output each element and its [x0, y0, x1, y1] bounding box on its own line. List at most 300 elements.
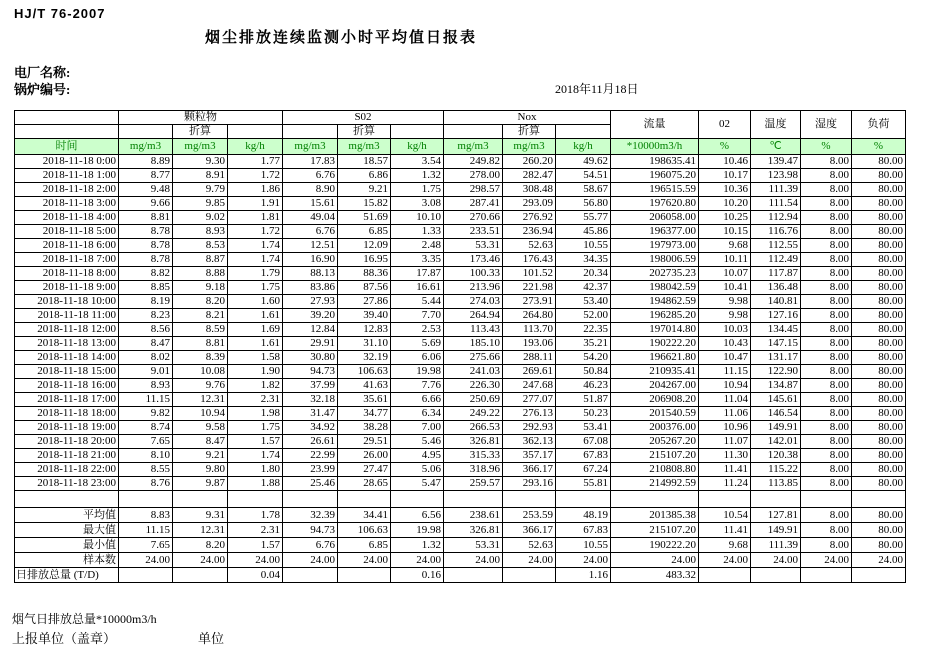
value-cell: 9.79 — [173, 183, 228, 197]
table-row — [15, 463, 906, 477]
table-row — [15, 267, 906, 281]
value-cell: 1.69 — [228, 323, 283, 337]
time-cell: 2018-11-18 23:00 — [15, 477, 119, 491]
value-cell: 10.41 — [699, 281, 751, 295]
value-cell: 210808.80 — [611, 463, 699, 477]
value-cell: 67.24 — [556, 463, 611, 477]
value-cell: 80.00 — [852, 421, 906, 435]
value-cell: 23.99 — [283, 463, 338, 477]
table-row — [15, 281, 906, 295]
summary-value-cell: 24.00 — [173, 553, 228, 568]
summary-value-cell: 6.56 — [391, 508, 444, 523]
time-cell: 2018-11-18 8:00 — [15, 267, 119, 281]
summary-value-cell: 12.31 — [173, 523, 228, 538]
summary-value-cell: 24.00 — [444, 553, 503, 568]
value-cell: 201540.59 — [611, 407, 699, 421]
summary-value-cell: 106.63 — [338, 523, 391, 538]
blank-cell — [611, 491, 699, 508]
value-cell: 247.68 — [503, 379, 556, 393]
value-cell: 139.47 — [751, 155, 801, 169]
time-cell: 2018-11-18 1:00 — [15, 169, 119, 183]
value-cell: 264.80 — [503, 309, 556, 323]
value-cell: 366.17 — [503, 463, 556, 477]
blank-cell — [556, 491, 611, 508]
value-cell: 131.17 — [751, 351, 801, 365]
value-cell: 326.81 — [444, 435, 503, 449]
blank-cell — [338, 491, 391, 508]
value-cell: 11.30 — [699, 449, 751, 463]
value-cell: 67.83 — [556, 449, 611, 463]
value-cell: 1.61 — [228, 309, 283, 323]
summary-value-cell: 10.55 — [556, 538, 611, 553]
summary-value-cell: 483.32 — [611, 568, 699, 583]
value-cell: 8.00 — [801, 477, 852, 491]
value-cell: 127.16 — [751, 309, 801, 323]
value-cell: 7.00 — [391, 421, 444, 435]
summary-value-cell: 8.00 — [801, 538, 852, 553]
standard-code: HJ/T 76-2007 — [14, 6, 106, 21]
blank-cell — [751, 491, 801, 508]
value-cell: 8.00 — [801, 337, 852, 351]
unit-mg: mg/m3 — [283, 139, 338, 155]
table-row — [15, 351, 906, 365]
value-cell: 1.86 — [228, 183, 283, 197]
value-cell: 145.61 — [751, 393, 801, 407]
table-row — [15, 477, 906, 491]
value-cell: 41.63 — [338, 379, 391, 393]
value-cell: 206908.20 — [611, 393, 699, 407]
value-cell: 10.08 — [173, 365, 228, 379]
summary-value-cell: 80.00 — [852, 538, 906, 553]
summary-value-cell: 24.00 — [751, 553, 801, 568]
summary-value-cell: 2.31 — [228, 523, 283, 538]
value-cell: 2.31 — [228, 393, 283, 407]
value-cell: 19.98 — [391, 365, 444, 379]
unit-mg: mg/m3 — [173, 139, 228, 155]
value-cell: 1.61 — [228, 337, 283, 351]
summary-value-cell: 215107.20 — [611, 523, 699, 538]
summary-label: 平均值 — [15, 508, 119, 523]
blank-cell — [119, 125, 173, 139]
value-cell: 8.89 — [119, 155, 173, 169]
value-cell: 205267.20 — [611, 435, 699, 449]
spacer-row — [15, 491, 906, 508]
value-cell: 8.00 — [801, 169, 852, 183]
value-cell: 176.43 — [503, 253, 556, 267]
value-cell: 6.06 — [391, 351, 444, 365]
value-cell: 1.82 — [228, 379, 283, 393]
value-cell: 55.81 — [556, 477, 611, 491]
value-cell: 293.16 — [503, 477, 556, 491]
value-cell: 8.56 — [119, 323, 173, 337]
value-cell: 8.82 — [119, 267, 173, 281]
value-cell: 173.46 — [444, 253, 503, 267]
value-cell: 193.06 — [503, 337, 556, 351]
value-cell: 9.48 — [119, 183, 173, 197]
time-cell: 2018-11-18 15:00 — [15, 365, 119, 379]
value-cell: 28.65 — [338, 477, 391, 491]
value-cell: 10.43 — [699, 337, 751, 351]
summary-value-cell: 9.68 — [699, 538, 751, 553]
value-cell: 210935.41 — [611, 365, 699, 379]
value-cell: 29.51 — [338, 435, 391, 449]
value-cell: 1.72 — [228, 225, 283, 239]
time-cell: 2018-11-18 9:00 — [15, 281, 119, 295]
value-cell: 5.47 — [391, 477, 444, 491]
unit-kg: kg/h — [391, 139, 444, 155]
value-cell: 27.86 — [338, 295, 391, 309]
value-cell: 3.35 — [391, 253, 444, 267]
value-cell: 8.78 — [119, 239, 173, 253]
value-cell: 8.88 — [173, 267, 228, 281]
value-cell: 9.98 — [699, 295, 751, 309]
value-cell: 80.00 — [852, 225, 906, 239]
summary-value-cell: 149.91 — [751, 523, 801, 538]
unit-mg: mg/m3 — [119, 139, 173, 155]
summary-value-cell: 9.31 — [173, 508, 228, 523]
value-cell: 31.47 — [283, 407, 338, 421]
value-cell: 11.15 — [119, 393, 173, 407]
table-row — [15, 239, 906, 253]
time-cell: 2018-11-18 16:00 — [15, 379, 119, 393]
value-cell: 206058.00 — [611, 211, 699, 225]
value-cell: 1.57 — [228, 435, 283, 449]
value-cell: 8.20 — [173, 295, 228, 309]
summary-value-cell: 53.31 — [444, 538, 503, 553]
blank-cell — [852, 491, 906, 508]
value-cell: 25.46 — [283, 477, 338, 491]
value-cell: 10.15 — [699, 225, 751, 239]
value-cell: 142.01 — [751, 435, 801, 449]
report-unit-stamp-label: 上报单位（盖章） — [12, 631, 117, 646]
summary-value-cell: 11.15 — [119, 523, 173, 538]
value-cell: 12.84 — [283, 323, 338, 337]
value-cell: 16.95 — [338, 253, 391, 267]
value-cell: 10.10 — [391, 211, 444, 225]
value-cell: 20.34 — [556, 267, 611, 281]
blank-cell — [228, 125, 283, 139]
value-cell: 197973.00 — [611, 239, 699, 253]
value-cell: 221.98 — [503, 281, 556, 295]
value-cell: 147.15 — [751, 337, 801, 351]
summary-row — [15, 523, 906, 538]
value-cell: 270.66 — [444, 211, 503, 225]
time-cell: 2018-11-18 22:00 — [15, 463, 119, 477]
table-row — [15, 169, 906, 183]
value-cell: 357.17 — [503, 449, 556, 463]
value-cell: 8.78 — [119, 225, 173, 239]
value-cell: 122.90 — [751, 365, 801, 379]
value-cell: 10.55 — [556, 239, 611, 253]
summary-value-cell: 1.57 — [228, 538, 283, 553]
value-cell: 8.39 — [173, 351, 228, 365]
monitoring-table — [14, 110, 906, 583]
value-cell: 8.78 — [119, 253, 173, 267]
value-cell: 185.10 — [444, 337, 503, 351]
value-cell: 80.00 — [852, 295, 906, 309]
value-cell: 134.45 — [751, 323, 801, 337]
value-cell: 11.24 — [699, 477, 751, 491]
value-cell: 1.74 — [228, 449, 283, 463]
value-cell: 6.34 — [391, 407, 444, 421]
value-cell: 80.00 — [852, 463, 906, 477]
summary-value-cell — [801, 568, 852, 583]
unit-kg: kg/h — [228, 139, 283, 155]
value-cell: 2.48 — [391, 239, 444, 253]
summary-value-cell: 80.00 — [852, 508, 906, 523]
table-row — [15, 309, 906, 323]
blank-cell — [391, 125, 444, 139]
summary-value-cell: 67.83 — [556, 523, 611, 538]
value-cell: 5.46 — [391, 435, 444, 449]
value-cell: 274.03 — [444, 295, 503, 309]
value-cell: 53.41 — [556, 421, 611, 435]
value-cell: 1.98 — [228, 407, 283, 421]
value-cell: 8.00 — [801, 225, 852, 239]
value-cell: 8.81 — [173, 337, 228, 351]
value-cell: 10.36 — [699, 183, 751, 197]
table-row — [15, 393, 906, 407]
summary-row — [15, 553, 906, 568]
col-humidity: 湿度 — [801, 111, 852, 139]
value-cell: 88.13 — [283, 267, 338, 281]
value-cell: 8.23 — [119, 309, 173, 323]
value-cell: 51.87 — [556, 393, 611, 407]
value-cell: 10.94 — [699, 379, 751, 393]
value-cell: 8.00 — [801, 351, 852, 365]
table-row — [15, 155, 906, 169]
value-cell: 80.00 — [852, 211, 906, 225]
value-cell: 198042.59 — [611, 281, 699, 295]
group-so2: S02 — [283, 111, 444, 125]
value-cell: 292.93 — [503, 421, 556, 435]
header-row-units — [15, 139, 906, 155]
summary-value-cell: 8.00 — [801, 523, 852, 538]
value-cell: 8.00 — [801, 379, 852, 393]
flow-total-note: 烟气日排放总量*10000m3/h — [12, 612, 157, 626]
value-cell: 17.87 — [391, 267, 444, 281]
value-cell: 29.91 — [283, 337, 338, 351]
value-cell: 53.31 — [444, 239, 503, 253]
value-cell: 8.85 — [119, 281, 173, 295]
value-cell: 8.91 — [173, 169, 228, 183]
value-cell: 10.94 — [173, 407, 228, 421]
value-cell: 10.07 — [699, 267, 751, 281]
time-cell: 2018-11-18 0:00 — [15, 155, 119, 169]
value-cell: 56.80 — [556, 197, 611, 211]
value-cell: 10.25 — [699, 211, 751, 225]
value-cell: 22.35 — [556, 323, 611, 337]
summary-value-cell — [338, 568, 391, 583]
value-cell: 282.47 — [503, 169, 556, 183]
summary-label: 日排放总量 (T/D) — [15, 568, 119, 583]
summary-value-cell: 24.00 — [283, 553, 338, 568]
value-cell: 287.41 — [444, 197, 503, 211]
value-cell: 27.93 — [283, 295, 338, 309]
summary-value-cell: 94.73 — [283, 523, 338, 538]
value-cell: 100.33 — [444, 267, 503, 281]
value-cell: 52.00 — [556, 309, 611, 323]
value-cell: 6.86 — [338, 169, 391, 183]
value-cell: 2.53 — [391, 323, 444, 337]
blank-cell — [801, 491, 852, 508]
unit-percent: % — [852, 139, 906, 155]
value-cell: 278.00 — [444, 169, 503, 183]
summary-value-cell: 8.00 — [801, 508, 852, 523]
summary-value-cell: 32.39 — [283, 508, 338, 523]
value-cell: 54.20 — [556, 351, 611, 365]
value-cell: 259.57 — [444, 477, 503, 491]
summary-value-cell: 34.41 — [338, 508, 391, 523]
summary-value-cell: 127.81 — [751, 508, 801, 523]
value-cell: 149.91 — [751, 421, 801, 435]
value-cell: 112.49 — [751, 253, 801, 267]
value-cell: 214992.59 — [611, 477, 699, 491]
value-cell: 7.70 — [391, 309, 444, 323]
time-cell: 2018-11-18 10:00 — [15, 295, 119, 309]
table-row — [15, 449, 906, 463]
value-cell: 9.82 — [119, 407, 173, 421]
table-row — [15, 211, 906, 225]
value-cell: 112.55 — [751, 239, 801, 253]
table-row — [15, 183, 906, 197]
value-cell: 9.80 — [173, 463, 228, 477]
value-cell: 136.48 — [751, 281, 801, 295]
value-cell: 12.51 — [283, 239, 338, 253]
summary-value-cell — [699, 568, 751, 583]
value-cell: 18.57 — [338, 155, 391, 169]
value-cell: 11.07 — [699, 435, 751, 449]
value-cell: 80.00 — [852, 155, 906, 169]
value-cell: 10.96 — [699, 421, 751, 435]
value-cell: 9.30 — [173, 155, 228, 169]
value-cell: 39.40 — [338, 309, 391, 323]
time-cell: 2018-11-18 14:00 — [15, 351, 119, 365]
value-cell: 1.91 — [228, 197, 283, 211]
value-cell: 16.61 — [391, 281, 444, 295]
time-cell: 2018-11-18 17:00 — [15, 393, 119, 407]
summary-value-cell: 24.00 — [503, 553, 556, 568]
value-cell: 80.00 — [852, 379, 906, 393]
summary-value-cell — [119, 568, 173, 583]
value-cell: 38.28 — [338, 421, 391, 435]
value-cell: 7.76 — [391, 379, 444, 393]
table-row — [15, 323, 906, 337]
summary-value-cell: 1.78 — [228, 508, 283, 523]
summary-value-cell: 24.00 — [556, 553, 611, 568]
value-cell: 8.59 — [173, 323, 228, 337]
value-cell: 51.69 — [338, 211, 391, 225]
value-cell: 123.98 — [751, 169, 801, 183]
value-cell: 308.48 — [503, 183, 556, 197]
value-cell: 101.52 — [503, 267, 556, 281]
summary-value-cell: 0.04 — [228, 568, 283, 583]
value-cell: 10.11 — [699, 253, 751, 267]
summary-value-cell: 1.32 — [391, 538, 444, 553]
summary-value-cell — [173, 568, 228, 583]
value-cell: 8.00 — [801, 365, 852, 379]
value-cell: 58.67 — [556, 183, 611, 197]
summary-value-cell: 24.00 — [228, 553, 283, 568]
value-cell: 8.00 — [801, 463, 852, 477]
value-cell: 5.06 — [391, 463, 444, 477]
value-cell: 202735.23 — [611, 267, 699, 281]
summary-value-cell: 1.16 — [556, 568, 611, 583]
value-cell: 80.00 — [852, 169, 906, 183]
blank-cell — [444, 125, 503, 139]
value-cell: 80.00 — [852, 197, 906, 211]
blank-cell — [556, 125, 611, 139]
value-cell: 196377.00 — [611, 225, 699, 239]
table-row — [15, 295, 906, 309]
value-cell: 88.36 — [338, 267, 391, 281]
summary-value-cell — [852, 568, 906, 583]
value-cell: 67.08 — [556, 435, 611, 449]
group-particulate: 颗粒物 — [119, 111, 283, 125]
summary-value-cell: 24.00 — [699, 553, 751, 568]
value-cell: 8.00 — [801, 309, 852, 323]
summary-value-cell: 24.00 — [852, 553, 906, 568]
value-cell: 266.53 — [444, 421, 503, 435]
value-cell: 50.23 — [556, 407, 611, 421]
value-cell: 80.00 — [852, 393, 906, 407]
value-cell: 80.00 — [852, 449, 906, 463]
unit-mg: mg/m3 — [503, 139, 556, 155]
value-cell: 318.96 — [444, 463, 503, 477]
value-cell: 275.66 — [444, 351, 503, 365]
value-cell: 298.57 — [444, 183, 503, 197]
summary-value-cell: 24.00 — [801, 553, 852, 568]
value-cell: 54.51 — [556, 169, 611, 183]
value-cell: 80.00 — [852, 183, 906, 197]
value-cell: 10.20 — [699, 197, 751, 211]
value-cell: 8.77 — [119, 169, 173, 183]
value-cell: 1.80 — [228, 463, 283, 477]
page-title: 烟尘排放连续监测小时平均值日报表 — [205, 30, 478, 46]
value-cell: 8.55 — [119, 463, 173, 477]
value-cell: 8.81 — [119, 211, 173, 225]
value-cell: 37.99 — [283, 379, 338, 393]
col-flow: 流量 — [611, 111, 699, 139]
value-cell: 87.56 — [338, 281, 391, 295]
time-cell: 2018-11-18 21:00 — [15, 449, 119, 463]
value-cell: 1.72 — [228, 169, 283, 183]
value-cell: 1.60 — [228, 295, 283, 309]
value-cell: 1.74 — [228, 239, 283, 253]
value-cell: 7.65 — [119, 435, 173, 449]
col-temperature: 温度 — [751, 111, 801, 139]
value-cell: 34.77 — [338, 407, 391, 421]
boiler-no-label: 锅炉编号: — [14, 82, 71, 97]
value-cell: 134.87 — [751, 379, 801, 393]
value-cell: 233.51 — [444, 225, 503, 239]
value-cell: 80.00 — [852, 239, 906, 253]
blank-cell — [391, 491, 444, 508]
summary-value-cell: 24.00 — [611, 553, 699, 568]
value-cell: 8.00 — [801, 435, 852, 449]
value-cell: 8.90 — [283, 183, 338, 197]
table-row — [15, 407, 906, 421]
value-cell: 106.63 — [338, 365, 391, 379]
value-cell: 1.74 — [228, 253, 283, 267]
value-cell: 80.00 — [852, 267, 906, 281]
summary-value-cell: 8.20 — [173, 538, 228, 553]
value-cell: 140.81 — [751, 295, 801, 309]
value-cell: 9.87 — [173, 477, 228, 491]
value-cell: 9.01 — [119, 365, 173, 379]
value-cell: 8.00 — [801, 407, 852, 421]
value-cell: 35.21 — [556, 337, 611, 351]
